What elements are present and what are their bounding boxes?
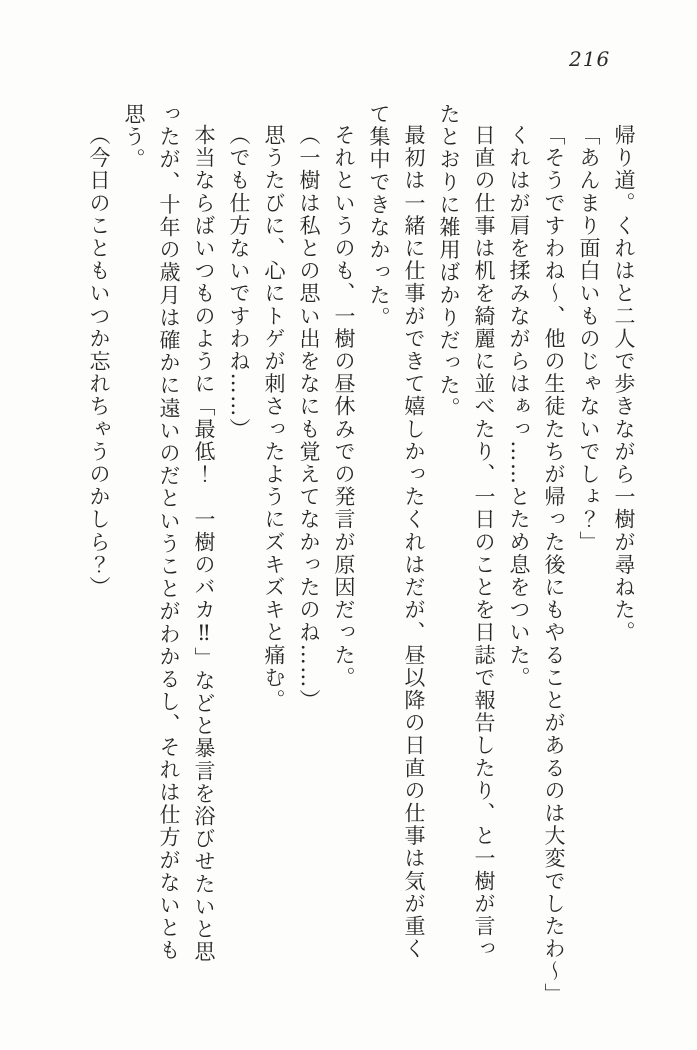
- text-line: 思う。: [122, 103, 146, 171]
- text-line: それというのも、一樹の昼休みでの発言が原因だった。: [332, 124, 356, 689]
- text-line: 思うたびに、心にトゲが刺さったようにズキズキと痛む。: [262, 124, 286, 712]
- text-line: ったが、十年の歳月は確かに遠いのだということがわかるし、それは仕方がないとも: [157, 103, 181, 962]
- text-line: 本当ならばいつものように「最低！ 一樹のバカ‼」などと暴言を浴びせたいと思: [192, 124, 216, 964]
- text-line: くれはが肩を揉みながらはぁっ……とため息をついた。: [507, 124, 531, 689]
- text-line: 最初は一緒に仕事ができて嬉しかったくれはだが、昼以降の日直の仕事は気が重く: [402, 124, 426, 961]
- text-line: （でも仕方ないですわね……）: [227, 124, 251, 441]
- text-line: 「あんまり面白いものじゃないでしょ？」: [577, 124, 601, 554]
- text-line: （今日のこともいつか忘れちゃうのかしら？）: [87, 124, 111, 599]
- page-number: 216: [569, 47, 611, 71]
- text-line: 帰り道。くれはと二人で歩きながら一樹が尋ねた。: [612, 124, 636, 644]
- text-line: （一樹は私との思い出をなにも覚えてなかったのね……）: [297, 124, 321, 712]
- text-line: て集中できなかった。: [367, 103, 391, 329]
- text-line: 「そうですわね〜、他の生徒たちが帰った後にもやることがあるのは大変でしたわ〜」: [542, 124, 566, 1006]
- text-line: 日直の仕事は机を綺麗に並べたり、一日のことを日誌で報告したり、と一樹が言っ: [472, 124, 496, 961]
- vertical-text-block: [81, 103, 641, 1025]
- text-line: たとおりに雑用ばかりだった。: [437, 103, 461, 420]
